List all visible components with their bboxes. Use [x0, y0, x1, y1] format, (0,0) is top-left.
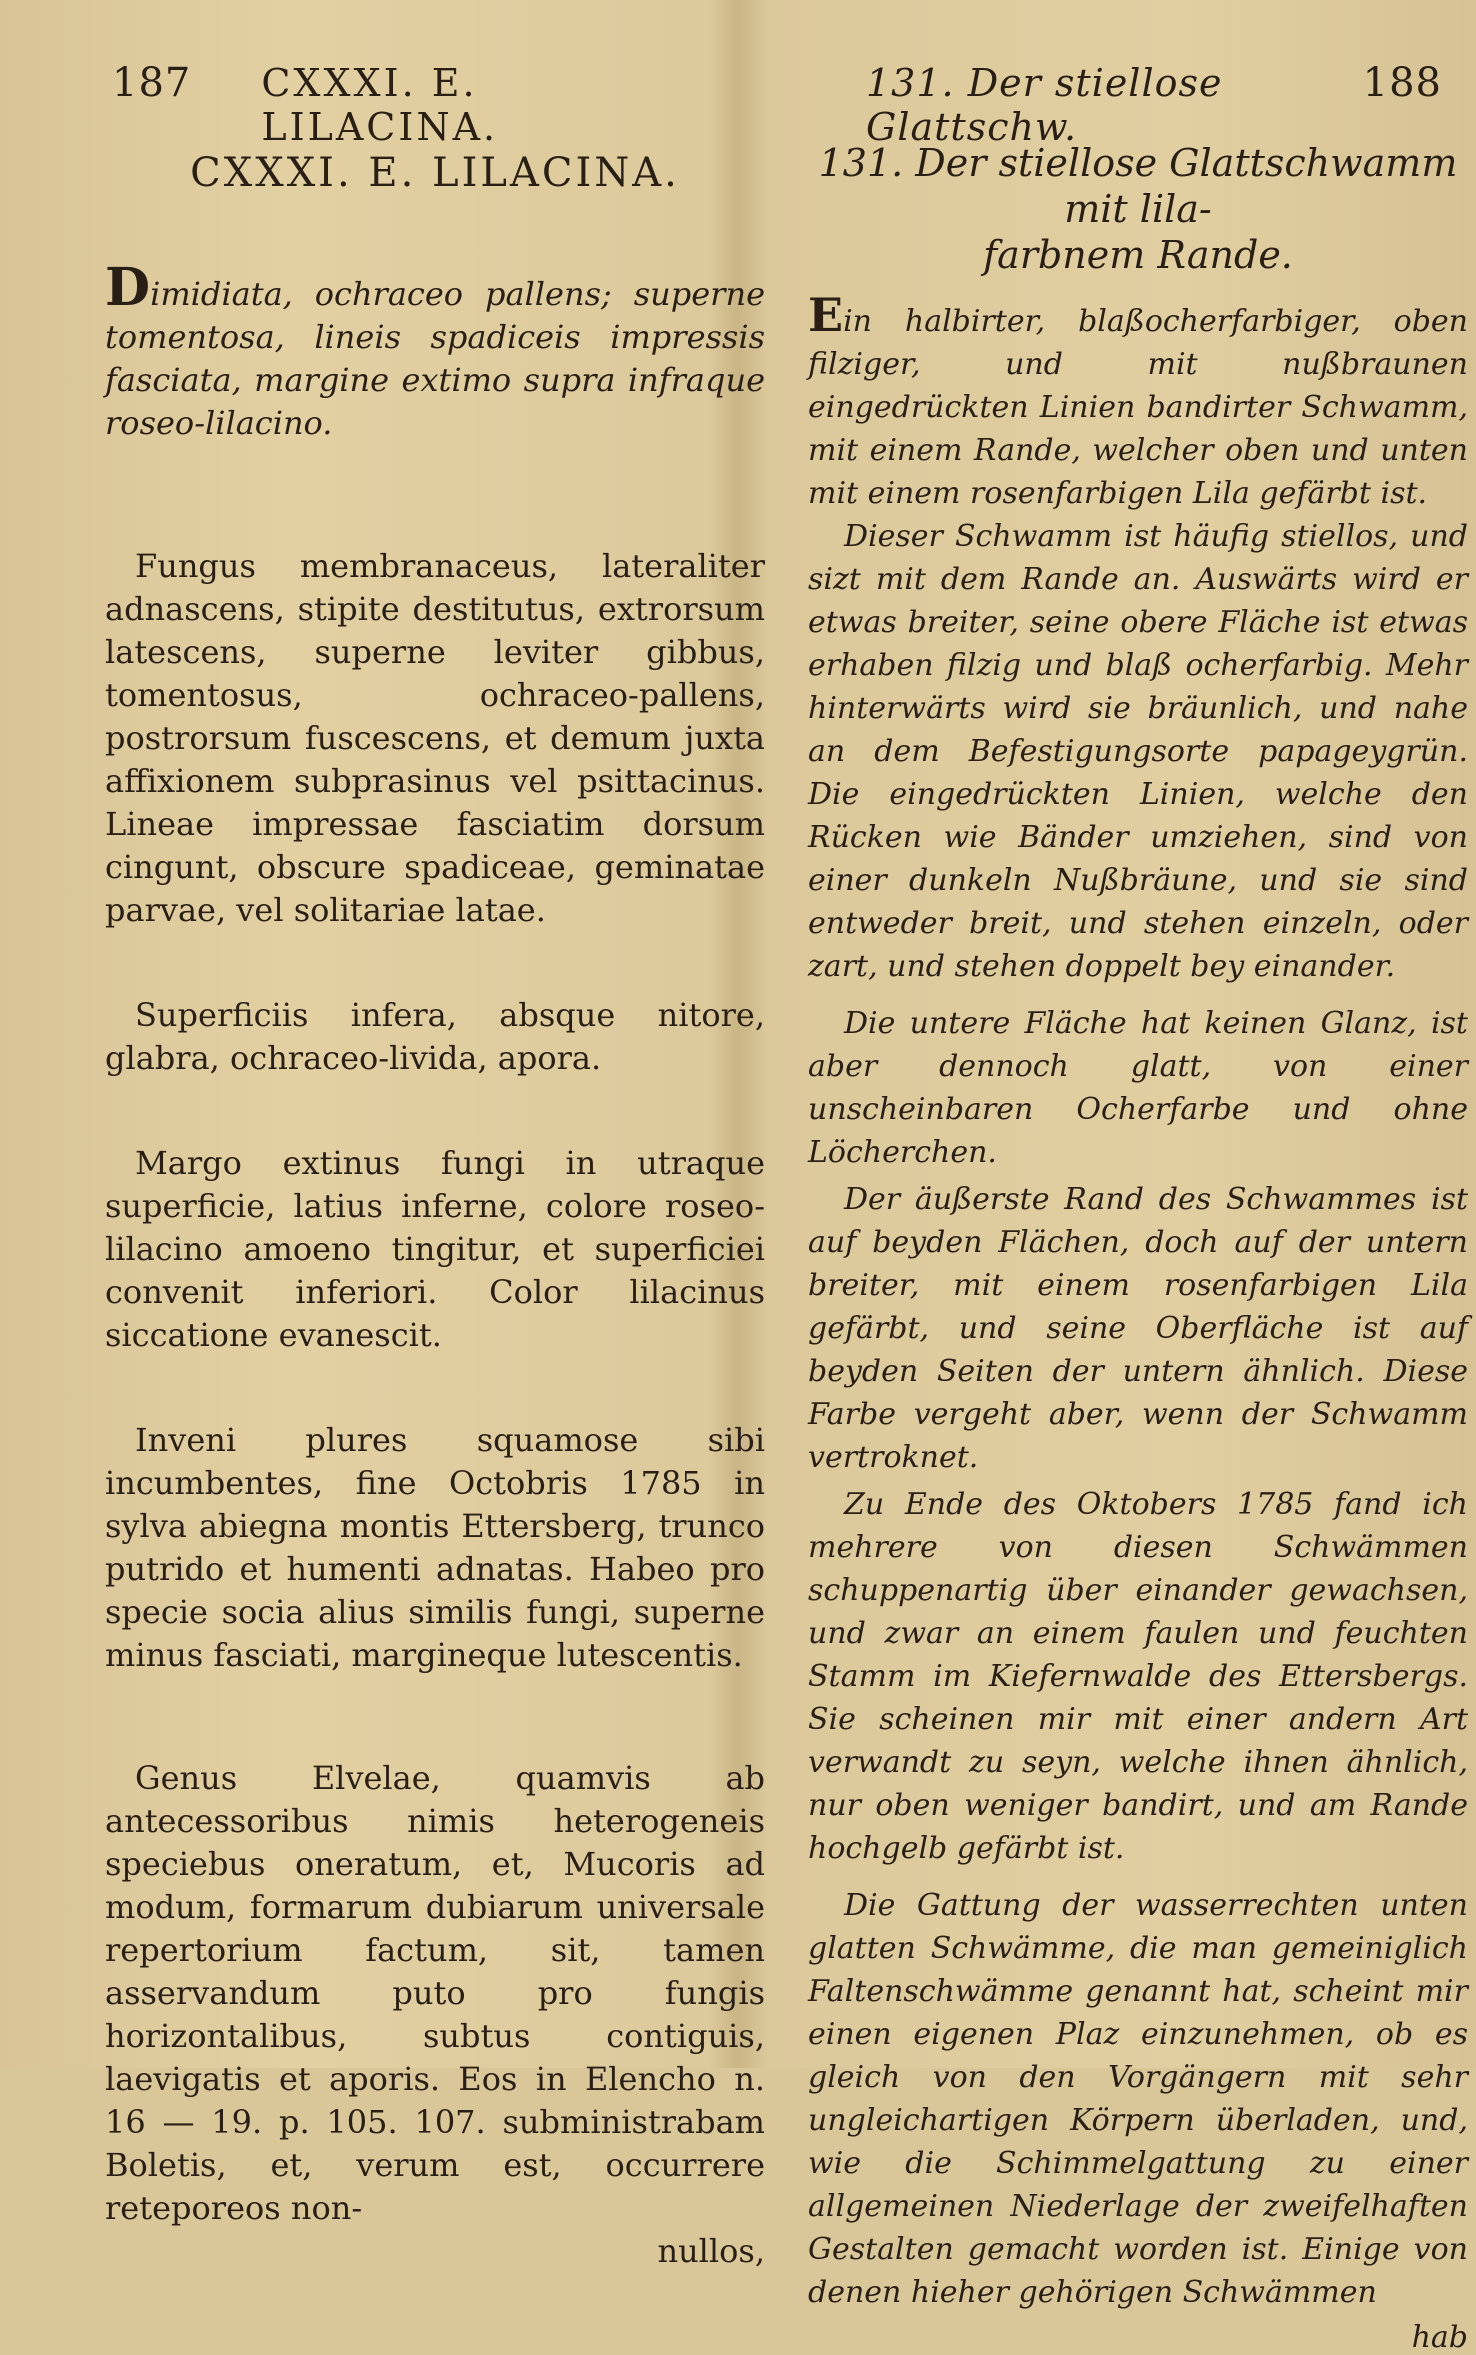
paragraph: Die Gattung der wasserrechten unten glatten Schwämme, die man gemeiniglich Faltenschwämme genannt hat, scheint mir einen eigenen Plaz einzunehmen, ob es gleich von den Vorgängern mit sehr ungleichartigen Körpern überladen, und, wie die Schimmelgattung zu einer allgemeinen Niederlage der zweifelhaften Gestalten gemacht worden ist. Einige von denen hieher gehörigen Schwämmen	[808, 1888, 1468, 2310]
section-heading: CXXXI. E. LILACINA.	[190, 150, 680, 196]
paragraph: Fungus membranaceus, lateraliter adnascens, stipite destitutus, extrorsum latescens, superne leviter gibbus, tomentosus, ochraceo-pallens, postrorsum fuscescens, et demum juxta affixionem subprasinus vel psittacinus. Lineae impressae fasciatim dorsum cingunt, obscure spadiceae, geminatae parvae, vel solitariae latae.	[105, 547, 765, 929]
last-line: nullos,	[657, 2232, 765, 2270]
paragraph: Superficiis infera, absque nitore, glabra, ochraceo-livida, apora.	[105, 996, 765, 1077]
dropcap: D	[105, 257, 151, 318]
page-number: 187	[112, 60, 192, 106]
section-heading	[808, 140, 1468, 278]
paragraph-text: in halbirter, blaßocherfarbiger, oben filziger, und mit nußbraunen eingedrückten Linien bandirter Schwamm, mit einem Rande, welcher oben und unten mit einem rosenfarbigen Lila gefärbt ist.	[808, 304, 1468, 511]
paragraph: Der äußerste Rand des Schwammes ist auf beyden Flächen, doch auf der untern breiter, mit einem rosenfarbigen Lila gefärbt, und seine Oberfläche ist auf beyden Seiten der untern ähnlich. Diese Farbe vergeht aber, wenn der Schwamm vertroknet.	[808, 1182, 1468, 1475]
paragraph-continuation	[105, 2230, 765, 2273]
heading-line: 131. Der stiellose Glattschwamm mit lila-	[818, 141, 1458, 231]
running-head-right	[852, 60, 1442, 149]
running-title: CXXXI. E. LILACINA.	[261, 61, 499, 149]
page-number: 188	[1362, 60, 1442, 106]
catchword: hab	[1411, 2320, 1468, 2355]
latin-column	[105, 140, 765, 2273]
dropcap: E	[808, 288, 844, 342]
paragraph: Margo extinus fungi in utraque superficie, latius inferne, colore roseo-lilacino amoeno tingitur, et superficiei convenit inferiori. Color lilacinus siccatione evanescit.	[105, 1144, 765, 1354]
paragraph: Die untere Fläche hat keinen Glanz, ist aber dennoch glatt, von einer unscheinbaren Ocherfarbe und ohne Löcherchen.	[808, 1006, 1468, 1170]
running-title: 131. Der stiellose Glattschw.	[866, 61, 1223, 149]
diagnosis	[105, 257, 765, 445]
paragraph: Dieser Schwamm ist häufig stiellos, und sizt mit dem Rande an. Auswärts wird er etwas breiter, seine obere Fläche ist etwas erhaben filzig und blaß ocherfarbig. Mehr hinterwärts wird sie bräunlich, und nahe an dem Befestigungsorte papageygrün. Die eingedrückten Linien, welche den Rücken wie Bänder umziehen, sind von einer dunkeln Nußbräune, und sie sind entweder breit, und stehen einzeln, oder zart, und stehen doppelt bey einander.	[808, 519, 1468, 984]
paragraph: Genus Elvelae, quamvis ab antecessoribus nimis heterogeneis speciebus oneratum, et, Mucoris ad modum, formarum dubiarum universale repertorium factum, sit, tamen asservandum puto pro fungis horizontalibus, subtus contiguis, laevigatis et aporis. Eos in Elencho n. 16 — 19. p. 105. 107. subministrabam Boletis, et, verum est, occurrere reteporeos non-	[105, 1759, 765, 2227]
right-page	[790, 0, 1476, 2355]
diagnosis-text: imidiata, ochraceo pallens; superne tomentosa, lineis spadiceis impressis fasciata, margine extimo supra infraque roseo-lilacino.	[105, 275, 765, 442]
heading-line: farbnem Rande.	[983, 233, 1293, 277]
german-column	[808, 140, 1468, 2355]
running-head-left	[112, 60, 672, 149]
paragraph: Zu Ende des Oktobers 1785 fand ich mehrere von diesen Schwämmen schuppenartig über einander gewachsen, und zwar an einem faulen und feuchten Stamm im Kiefernwalde des Ettersbergs. Sie scheinen mir mit einer andern Art verwandt zu seyn, welche ihnen ähnlich, nur oben weniger bandirt, und am Rande hochgelb gefärbt ist.	[808, 1487, 1468, 1866]
paragraph: Inveni plures squamose sibi incumbentes, fine Octobris 1785 in sylva abiegna montis Ettersberg, trunco putrido et humenti adnatas. Habeo pro specie socia alius similis fungi, superne minus fasciati, margineque lutescentis.	[105, 1421, 765, 1674]
paragraph	[808, 288, 1468, 515]
